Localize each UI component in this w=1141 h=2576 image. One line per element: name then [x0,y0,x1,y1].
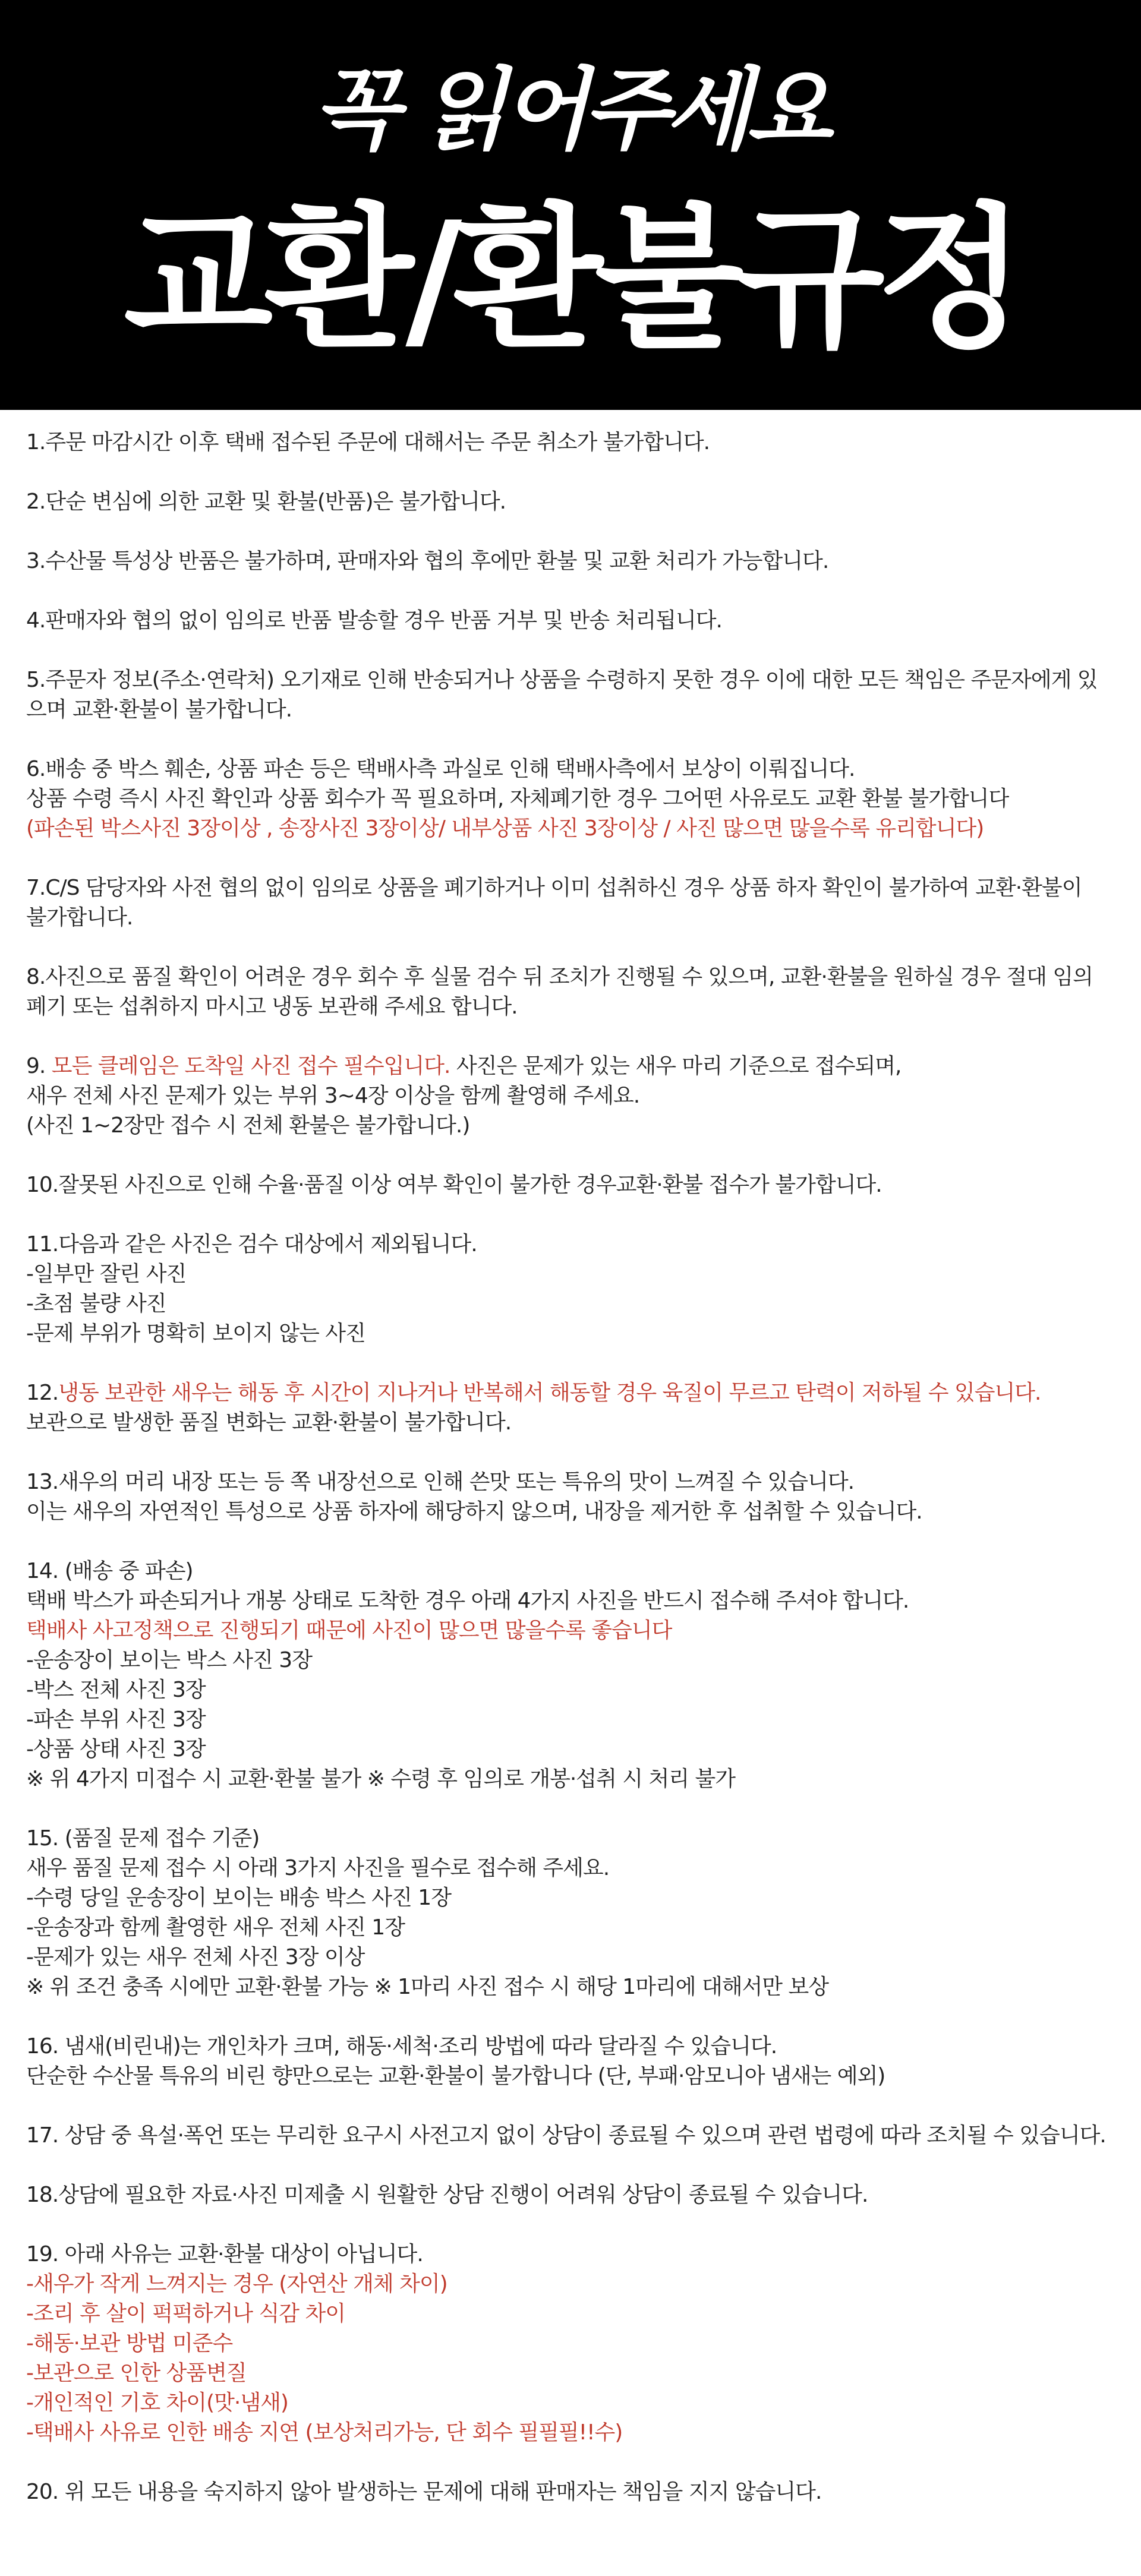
rule-text: 새우 전체 사진 문제가 있는 부위 3~4장 이상을 함께 촬영해 주세요. [26,1084,640,1108]
rule-text: -상품 상태 사진 3장 [26,1737,206,1761]
rule-emphasis-text: (파손된 박스사진 3장이상 , 송장사진 3장이상/ 내부상품 사진 3장이상 / 사진 많으면 많을수록 유리합니다) [26,816,984,841]
rule-line [26,1557,1115,1586]
rule-line [26,873,1115,903]
policy-rule [26,1378,1115,1438]
rule-line [26,1081,1115,1111]
rule-line [26,2180,1115,2210]
policy-rule [26,1230,1115,1349]
header-banner [0,0,1141,410]
rule-line [26,1230,1115,1259]
rule-text: 15. (품질 문제 접수 기준) [26,1826,260,1851]
rule-text: 13.새우의 머리 내장 또는 등 쪽 내장선으로 인해 쓴맛 또는 특유의 맛이 느껴질 수 있습니다. [26,1470,855,1494]
rule-line [26,695,1115,725]
rule-text: 이는 새우의 자연적인 특성으로 상품 하자에 해당하지 않으며, 내장을 제거한 후 섭취할 수 있습니다. [26,1499,922,1524]
rule-text: -문제가 있는 새우 전체 사진 3장 이상 [26,1945,365,1969]
policy-rule [26,1824,1115,2002]
rule-emphasis-text: -조리 후 살이 퍽퍽하거나 식감 차이 [26,2302,346,2326]
rule-text: -수령 당일 운송장이 보이는 배송 박스 사진 1장 [26,1886,451,1910]
rule-text: ※ 위 4가지 미접수 시 교환·환불 불가 ※ 수령 후 임의로 개봉·섭취 시 처리 불가 [26,1767,736,1791]
rule-line [26,962,1115,992]
rule-text: 불가합니다. [26,905,133,930]
rule-line [26,428,1115,457]
script-title: 꼭 읽어주세요 [313,58,828,162]
rule-text: 7.C/S 담당자와 사전 협의 없이 임의로 상품을 폐기하거나 이미 섭취하신 경우 상품 하자 확인이 불가하여 교환·환불이 [26,876,1082,900]
rule-text: 택배 박스가 파손되거나 개봉 상태로 도착한 경우 아래 4가지 사진을 반드시 접수해 주셔야 합니다. [26,1589,909,1613]
rule-text: -초점 불량 사진 [26,1292,166,1316]
rule-line [26,2418,1115,2448]
policy-rule [26,487,1115,517]
rule-line [26,1675,1115,1705]
rule-text: (사진 1~2장만 접수 시 전체 환불은 불가합니다.) [26,1113,470,1138]
rule-line [26,1170,1115,1200]
rule-line [26,1972,1115,2002]
rule-text: 3.수산물 특성상 반품은 불가하며, 판매자와 협의 후에만 환불 및 교환 처리가 가능합니다. [26,549,829,573]
rule-line [26,606,1115,636]
policy-rule [26,1467,1115,1527]
rule-line [26,1824,1115,1854]
rule-text: 10.잘못된 사진으로 인해 수율·품질 이상 여부 확인이 불가한 경우교환·환불 접수가 불가합니다. [26,1173,882,1197]
policy-content [0,410,1141,2507]
rule-line [26,755,1115,784]
policy-rule [26,2240,1115,2448]
policy-rule [26,2032,1115,2091]
rule-text: -박스 전체 사진 3장 [26,1678,206,1702]
rule-emphasis-text: 모든 클레임은 도착일 사진 접수 필수입니다. [51,1054,450,1078]
rule-text: 14. (배송 중 파손) [26,1559,193,1583]
policy-rule [26,1052,1115,1141]
rule-text: 새우 품질 문제 접수 시 아래 3가지 사진을 필수로 접수해 주세요. [26,1856,610,1880]
policy-rule [26,1170,1115,1200]
rule-line [26,2269,1115,2299]
rule-text: 16. 냄새(비린내)는 개인차가 크며, 해동·세척·조리 방법에 따라 달라질 수 있습니다. [26,2034,777,2059]
policy-rule [26,2121,1115,2151]
policy-rule [26,606,1115,636]
rule-line [26,814,1115,844]
rule-text: 17. 상담 중 욕설·폭언 또는 무리한 요구시 사전고지 없이 상담이 종료될 수 있으며 관련 법령에 따라 조치될 수 있습니다. [26,2123,1106,2148]
rule-text: 단순한 수산물 특유의 비린 향만으로는 교환·환불이 불가합니다 (단, 부패·암모니아 냄새는 예외) [26,2064,885,2088]
rule-line [26,1586,1115,1616]
rule-line [26,784,1115,814]
rule-text: -운송장과 함께 촬영한 새우 전체 사진 1장 [26,1915,405,1940]
rule-line [26,1616,1115,1646]
rule-line [26,1467,1115,1497]
rule-text: 19. 아래 사유는 교환·환불 대상이 아닙니다. [26,2242,423,2266]
rule-line [26,1497,1115,1527]
rule-emphasis-text: -개인적인 기호 차이(맛·냄새) [26,2391,288,2415]
rule-line [26,2477,1115,2507]
rule-line [26,665,1115,695]
rule-text: ※ 위 조건 충족 시에만 교환·환불 가능 ※ 1마리 사진 접수 시 해당 1마리에 대해서만 보상 [26,1975,829,1999]
rule-line [26,992,1115,1022]
rule-line [26,2329,1115,2359]
rule-emphasis-text: -보관으로 인한 상품변질 [26,2361,247,2385]
policy-rule [26,755,1115,844]
rule-text: 보관으로 발생한 품질 변화는 교환·환불이 불가합니다. [26,1410,512,1435]
rule-text: 6.배송 중 박스 훼손, 상품 파손 등은 택배사측 과실로 인해 택배사측에서 보상이 이뤄집니다. [26,757,855,781]
rule-text: -문제 부위가 명확히 보이지 않는 사진 [26,1321,365,1346]
rule-emphasis-text: -해동·보관 방법 미준수 [26,2331,233,2356]
rule-line [26,1052,1115,1081]
rule-text: -일부만 잘린 사진 [26,1262,187,1286]
rule-line [26,1913,1115,1943]
policy-rule [26,547,1115,576]
rule-text: 18.상담에 필요한 자료·사진 미제출 시 원활한 상담 진행이 어려워 상담이 종료될 수 있습니다. [26,2183,868,2207]
rule-line [26,1705,1115,1735]
rule-line [26,1408,1115,1438]
rule-line [26,903,1115,933]
rule-line [26,2240,1115,2269]
rule-text: 2.단순 변심에 의한 교환 및 환불(반품)은 불가합니다. [26,490,506,514]
rule-line [26,1289,1115,1319]
policy-rule [26,1557,1115,1794]
rule-line [26,2359,1115,2388]
rule-text: 사진은 문제가 있는 새우 마리 기준으로 접수되며, [450,1054,902,1078]
rule-text: 폐기 또는 섭취하지 마시고 냉동 보관해 주세요 합니다. [26,995,518,1019]
rule-text: -파손 부위 사진 3장 [26,1707,206,1732]
policy-rule [26,2180,1115,2210]
rule-emphasis-text: -새우가 작게 느껴지는 경우 (자연산 개체 차이) [26,2272,447,2296]
rule-line [26,1378,1115,1408]
rule-line [26,2121,1115,2151]
rule-text: 12. [26,1381,59,1405]
rule-line [26,1111,1115,1141]
rule-line [26,2032,1115,2062]
rule-line [26,1883,1115,1913]
rule-line [26,1319,1115,1349]
rule-text: 9. [26,1054,52,1078]
rule-text: 으며 교환·환불이 불가합니다. [26,697,292,722]
rule-text: 20. 위 모든 내용을 숙지하지 않아 발생하는 문제에 대해 판매자는 책임을 지지 않습니다. [26,2480,822,2504]
policy-rule [26,962,1115,1022]
rule-emphasis-text: 택배사 사고정책으로 진행되기 때문에 사진이 많으면 많을수록 좋습니다 [26,1618,672,1643]
policy-rule [26,873,1115,933]
policy-rule [26,2477,1115,2507]
rule-emphasis-text: -택배사 사유로 인한 배송 지연 (보상처리가능, 단 회수 필필필!!수) [26,2420,623,2445]
rule-text: 8.사진으로 품질 확인이 어려운 경우 회수 후 실물 검수 뒤 조치가 진행될 수 있으며, 교환·환불을 원하실 경우 절대 임의 [26,965,1093,989]
rule-line [26,1764,1115,1794]
rule-line [26,487,1115,517]
policy-rule [26,428,1115,457]
rule-line [26,1735,1115,1764]
rule-text: 4.판매자와 협의 없이 임의로 반품 발송할 경우 반품 거부 및 반송 처리됩니다. [26,608,722,633]
rule-line [26,2062,1115,2091]
rule-text: 11.다음과 같은 사진은 검수 대상에서 제외됩니다. [26,1232,477,1257]
rule-text: 5.주문자 정보(주소·연락처) 오기재로 인해 반송되거나 상품을 수령하지 못한 경우 이에 대한 모든 책임은 주문자에게 있 [26,668,1098,692]
rule-text: 상품 수령 즉시 사진 확인과 상품 회수가 꼭 필요하며, 자체폐기한 경우 그어떤 사유로도 교환 환불 불가합니다 [26,787,1009,811]
rule-text: -운송장이 보이는 박스 사진 3장 [26,1648,312,1672]
rule-line [26,2388,1115,2418]
rule-emphasis-text: 냉동 보관한 새우는 해동 후 시간이 지나거나 반복해서 해동할 경우 육질이 무르고 탄력이 저하될 수 있습니다. [58,1381,1041,1405]
rule-line [26,1854,1115,1883]
policy-rule [26,665,1115,725]
page-title: 교환/환불규정 [124,190,1017,369]
rule-line [26,1646,1115,1675]
rule-line [26,1259,1115,1289]
rule-line [26,1943,1115,1972]
rule-line [26,547,1115,576]
rule-text: 1.주문 마감시간 이후 택배 접수된 주문에 대해서는 주문 취소가 불가합니다. [26,430,710,454]
rule-line [26,2299,1115,2329]
